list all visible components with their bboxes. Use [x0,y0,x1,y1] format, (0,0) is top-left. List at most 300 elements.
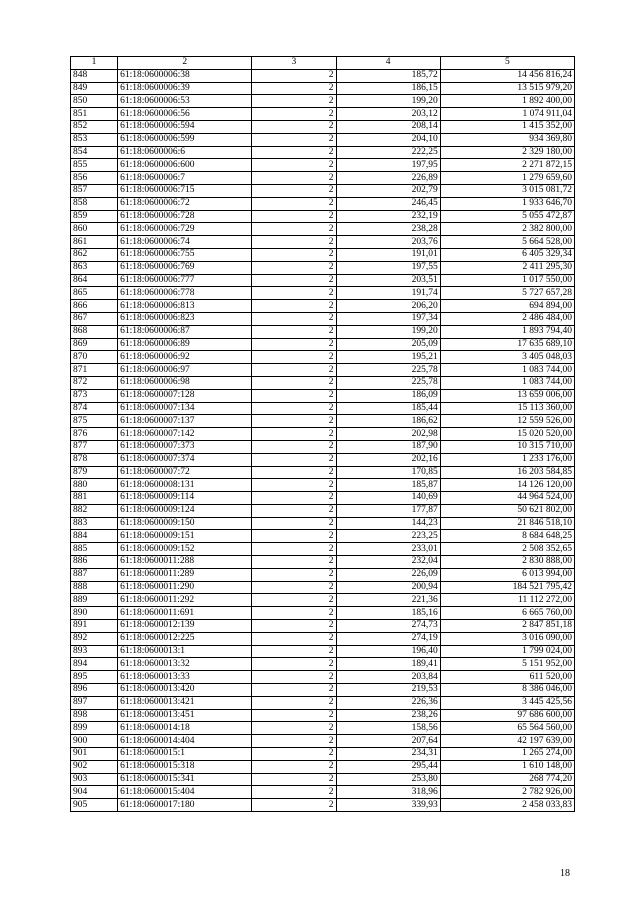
value-cell: 5 055 472,87 [440,210,574,223]
area-cell: 203,12 [336,108,440,121]
value-cell: 2 830 888,00 [440,556,574,569]
table-row [71,351,575,364]
row-number-cell: 903 [71,773,118,786]
cadastral-number-cell: 61:18:0600007:142 [118,428,252,441]
value-cell: 1 017 550,00 [440,274,574,287]
area-cell: 186,09 [336,389,440,402]
area-cell: 203,84 [336,671,440,684]
category-cell: 2 [252,300,336,313]
area-cell: 204,10 [336,133,440,146]
table-row [71,466,575,479]
cadastral-number-cell: 61:18:0600015:1 [118,748,252,761]
category-cell: 2 [252,95,336,108]
cadastral-number-cell: 61:18:0600006:769 [118,261,252,274]
category-cell: 2 [252,312,336,325]
cadastral-number-cell: 61:18:0600006:6 [118,146,252,159]
category-cell: 2 [252,722,336,735]
category-cell: 2 [252,799,336,812]
row-number-cell: 905 [71,799,118,812]
row-number-cell: 902 [71,760,118,773]
area-cell: 170,85 [336,466,440,479]
area-cell: 253,80 [336,773,440,786]
row-number-cell: 849 [71,82,118,95]
category-cell: 2 [252,786,336,799]
table-row [71,799,575,812]
table-row [71,722,575,735]
value-cell: 1 083 744,00 [440,364,574,377]
category-cell: 2 [252,428,336,441]
value-cell: 1 233 176,00 [440,453,574,466]
row-number-cell: 862 [71,248,118,261]
category-cell: 2 [252,287,336,300]
value-cell: 934 369,80 [440,133,574,146]
row-number-cell: 895 [71,671,118,684]
table-row [71,543,575,556]
area-cell: 199,20 [336,95,440,108]
table-row [71,197,575,210]
value-cell: 15 020 520,00 [440,428,574,441]
row-number-cell: 892 [71,632,118,645]
value-cell: 1 265 274,00 [440,748,574,761]
row-number-cell: 878 [71,453,118,466]
cadastral-number-cell: 61:18:0600014:18 [118,722,252,735]
category-cell: 2 [252,530,336,543]
category-cell: 2 [252,210,336,223]
category-cell: 2 [252,274,336,287]
area-cell: 158,56 [336,722,440,735]
value-cell: 2 486 484,00 [440,312,574,325]
table-row [71,671,575,684]
table-row [71,172,575,185]
row-number-cell: 870 [71,351,118,364]
table-row [71,786,575,799]
area-cell: 295,44 [336,760,440,773]
value-cell: 17 635 689,10 [440,338,574,351]
row-number-cell: 880 [71,479,118,492]
value-cell: 2 782 926,00 [440,786,574,799]
value-cell: 2 847 851,18 [440,620,574,633]
value-cell: 611 520,00 [440,671,574,684]
area-cell: 202,98 [336,428,440,441]
table-row [71,108,575,121]
table-row [71,556,575,569]
value-cell: 694 894,00 [440,300,574,313]
area-cell: 185,44 [336,402,440,415]
row-number-cell: 882 [71,504,118,517]
table-row [71,159,575,172]
row-number-cell: 873 [71,389,118,402]
value-cell: 1 892 400,00 [440,95,574,108]
cadastral-number-cell: 61:18:0600006:599 [118,133,252,146]
value-cell: 1 415 352,00 [440,120,574,133]
category-cell: 2 [252,159,336,172]
cadastral-number-cell: 61:18:0600006:755 [118,248,252,261]
row-number-cell: 887 [71,568,118,581]
row-number-cell: 877 [71,440,118,453]
category-cell: 2 [252,709,336,722]
value-cell: 184 521 795,42 [440,581,574,594]
value-cell: 2 382 800,00 [440,223,574,236]
row-number-cell: 896 [71,684,118,697]
table-row [71,709,575,722]
category-cell: 2 [252,82,336,95]
cadastral-number-cell: 61:18:0600006:92 [118,351,252,364]
cadastral-number-cell: 61:18:0600006:74 [118,236,252,249]
category-cell: 2 [252,632,336,645]
cadastral-number-cell: 61:18:0600011:290 [118,581,252,594]
value-cell: 3 405 048,03 [440,351,574,364]
area-cell: 219,53 [336,684,440,697]
value-cell: 1 279 659,60 [440,172,574,185]
area-cell: 185,16 [336,607,440,620]
cadastral-number-cell: 61:18:0600013:420 [118,684,252,697]
table-row [71,479,575,492]
cadastral-number-cell: 61:18:0600013:421 [118,696,252,709]
area-cell: 202,79 [336,184,440,197]
value-cell: 6 013 994,00 [440,568,574,581]
row-number-cell: 874 [71,402,118,415]
area-cell: 195,21 [336,351,440,364]
category-cell: 2 [252,479,336,492]
area-cell: 196,40 [336,645,440,658]
row-number-cell: 865 [71,287,118,300]
area-cell: 339,93 [336,799,440,812]
table-row [71,261,575,274]
row-number-cell: 863 [71,261,118,274]
column-header-3: 3 [252,57,336,70]
table-body [71,69,575,811]
table-row [71,735,575,748]
row-number-cell: 898 [71,709,118,722]
area-cell: 186,15 [336,82,440,95]
row-number-cell: 857 [71,184,118,197]
value-cell: 21 846 518,10 [440,517,574,530]
area-cell: 226,09 [336,568,440,581]
table-row [71,658,575,671]
cadastral-number-cell: 61:18:0600011:289 [118,568,252,581]
value-cell: 11 112 272,00 [440,594,574,607]
table-row [71,594,575,607]
value-cell: 12 559 526,00 [440,415,574,428]
area-cell: 199,20 [336,325,440,338]
category-cell: 2 [252,543,336,556]
area-cell: 200,94 [336,581,440,594]
area-cell: 238,26 [336,709,440,722]
category-cell: 2 [252,658,336,671]
category-cell: 2 [252,696,336,709]
cadastral-number-cell: 61:18:0600012:225 [118,632,252,645]
category-cell: 2 [252,504,336,517]
table-row [71,95,575,108]
row-number-cell: 848 [71,69,118,82]
cadastral-number-cell: 61:18:0600007:137 [118,415,252,428]
table-row [71,696,575,709]
area-cell: 234,31 [336,748,440,761]
row-number-cell: 854 [71,146,118,159]
row-number-cell: 869 [71,338,118,351]
area-cell: 318,96 [336,786,440,799]
value-cell: 44 964 524,00 [440,492,574,505]
area-cell: 226,89 [336,172,440,185]
value-cell: 8 386 046,00 [440,684,574,697]
category-cell: 2 [252,440,336,453]
table-row [71,69,575,82]
row-number-cell: 899 [71,722,118,735]
table-row [71,530,575,543]
value-cell: 2 271 872,15 [440,159,574,172]
area-cell: 177,87 [336,504,440,517]
category-cell: 2 [252,645,336,658]
category-cell: 2 [252,69,336,82]
cadastral-number-cell: 61:18:0600006:594 [118,120,252,133]
table-row [71,325,575,338]
row-number-cell: 850 [71,95,118,108]
area-cell: 205,09 [336,338,440,351]
table-row [71,338,575,351]
row-number-cell: 855 [71,159,118,172]
value-cell: 13 659 006,00 [440,389,574,402]
cadastral-number-cell: 61:18:0600012:139 [118,620,252,633]
category-cell: 2 [252,172,336,185]
cadastral-number-cell: 61:18:0600015:341 [118,773,252,786]
area-cell: 203,51 [336,274,440,287]
row-number-cell: 861 [71,236,118,249]
row-number-cell: 900 [71,735,118,748]
table-row [71,184,575,197]
value-cell: 6 405 329,34 [440,248,574,261]
value-cell: 5 664 528,00 [440,236,574,249]
cadastral-number-cell: 61:18:0600006:56 [118,108,252,121]
category-cell: 2 [252,620,336,633]
row-number-cell: 893 [71,645,118,658]
area-cell: 221,36 [336,594,440,607]
area-cell: 225,78 [336,364,440,377]
cadastral-number-cell: 61:18:0600015:318 [118,760,252,773]
area-cell: 202,16 [336,453,440,466]
table-row [71,748,575,761]
table-row [71,274,575,287]
table-row [71,389,575,402]
value-cell: 42 197 639,00 [440,735,574,748]
cadastral-number-cell: 61:18:0600006:38 [118,69,252,82]
cadastral-number-cell: 61:18:0600007:374 [118,453,252,466]
area-cell: 186,62 [336,415,440,428]
cadastral-number-cell: 61:18:0600007:128 [118,389,252,402]
row-number-cell: 875 [71,415,118,428]
area-cell: 225,78 [336,376,440,389]
category-cell: 2 [252,607,336,620]
row-number-cell: 867 [71,312,118,325]
cadastral-number-cell: 61:18:0600006:87 [118,325,252,338]
cadastral-value-table [70,56,575,812]
table-row [71,415,575,428]
table-row [71,146,575,159]
value-cell: 1 610 148,00 [440,760,574,773]
area-cell: 232,19 [336,210,440,223]
area-cell: 274,73 [336,620,440,633]
area-cell: 189,41 [336,658,440,671]
table-row [71,402,575,415]
category-cell: 2 [252,364,336,377]
cadastral-number-cell: 61:18:0600007:373 [118,440,252,453]
row-number-cell: 890 [71,607,118,620]
area-cell: 197,55 [336,261,440,274]
table-row [71,312,575,325]
value-cell: 97 686 600,00 [440,709,574,722]
table-row [71,82,575,95]
row-number-cell: 901 [71,748,118,761]
table-row [71,773,575,786]
table-row [71,287,575,300]
row-number-cell: 871 [71,364,118,377]
category-cell: 2 [252,389,336,402]
column-header-1: 1 [71,57,118,70]
cadastral-number-cell: 61:18:0600006:7 [118,172,252,185]
table-row [71,684,575,697]
row-number-cell: 879 [71,466,118,479]
value-cell: 10 315 710,00 [440,440,574,453]
row-number-cell: 856 [71,172,118,185]
column-header-5: 5 [440,57,574,70]
category-cell: 2 [252,581,336,594]
cadastral-number-cell: 61:18:0600006:729 [118,223,252,236]
value-cell: 50 621 802,00 [440,504,574,517]
table-row [71,504,575,517]
area-cell: 208,14 [336,120,440,133]
cadastral-number-cell: 61:18:0600006:39 [118,82,252,95]
area-cell: 223,25 [336,530,440,543]
table-row [71,492,575,505]
table-row [71,133,575,146]
row-number-cell: 884 [71,530,118,543]
cadastral-number-cell: 61:18:0600006:53 [118,95,252,108]
value-cell: 3 015 081,72 [440,184,574,197]
row-number-cell: 894 [71,658,118,671]
area-cell: 203,76 [336,236,440,249]
category-cell: 2 [252,184,336,197]
row-number-cell: 858 [71,197,118,210]
table-row [71,568,575,581]
category-cell: 2 [252,453,336,466]
area-cell: 206,20 [336,300,440,313]
category-cell: 2 [252,120,336,133]
row-number-cell: 859 [71,210,118,223]
cadastral-number-cell: 61:18:0600015:404 [118,786,252,799]
column-header-2: 2 [118,57,252,70]
value-cell: 14 456 816,24 [440,69,574,82]
table-row [71,632,575,645]
cadastral-number-cell: 61:18:0600006:813 [118,300,252,313]
category-cell: 2 [252,197,336,210]
value-cell: 13 515 979,20 [440,82,574,95]
table-row [71,453,575,466]
category-cell: 2 [252,684,336,697]
cadastral-number-cell: 61:18:0600007:72 [118,466,252,479]
table-row [71,210,575,223]
row-number-cell: 881 [71,492,118,505]
value-cell: 1 074 911,04 [440,108,574,121]
table-row [71,620,575,633]
cadastral-number-cell: 61:18:0600009:151 [118,530,252,543]
table-row [71,236,575,249]
category-cell: 2 [252,492,336,505]
cadastral-number-cell: 61:18:0600008:131 [118,479,252,492]
cadastral-number-cell: 61:18:0600006:715 [118,184,252,197]
category-cell: 2 [252,338,336,351]
category-cell: 2 [252,133,336,146]
area-cell: 238,28 [336,223,440,236]
value-cell: 1 799 024,00 [440,645,574,658]
value-cell: 1 083 744,00 [440,376,574,389]
area-cell: 246,45 [336,197,440,210]
row-number-cell: 851 [71,108,118,121]
area-cell: 226,36 [336,696,440,709]
table-row [71,517,575,530]
category-cell: 2 [252,261,336,274]
category-cell: 2 [252,415,336,428]
category-cell: 2 [252,248,336,261]
area-cell: 197,95 [336,159,440,172]
value-cell: 268 774,20 [440,773,574,786]
area-cell: 185,87 [336,479,440,492]
cadastral-number-cell: 61:18:0600006:778 [118,287,252,300]
cadastral-number-cell: 61:18:0600006:89 [118,338,252,351]
table-row [71,760,575,773]
category-cell: 2 [252,146,336,159]
value-cell: 5 727 657,28 [440,287,574,300]
cadastral-number-cell: 61:18:0600013:32 [118,658,252,671]
area-cell: 144,23 [336,517,440,530]
cadastral-number-cell: 61:18:0600017:180 [118,799,252,812]
row-number-cell: 868 [71,325,118,338]
category-cell: 2 [252,748,336,761]
category-cell: 2 [252,325,336,338]
cadastral-number-cell: 61:18:0600006:600 [118,159,252,172]
row-number-cell: 866 [71,300,118,313]
row-number-cell: 876 [71,428,118,441]
area-cell: 232,04 [336,556,440,569]
table-row [71,440,575,453]
row-number-cell: 864 [71,274,118,287]
cadastral-number-cell: 61:18:0600013:1 [118,645,252,658]
cadastral-number-cell: 61:18:0600011:292 [118,594,252,607]
category-cell: 2 [252,594,336,607]
cadastral-number-cell: 61:18:0600007:134 [118,402,252,415]
value-cell: 6 665 760,00 [440,607,574,620]
page-number: 18 [560,868,570,879]
area-cell: 197,34 [336,312,440,325]
category-cell: 2 [252,735,336,748]
area-cell: 207,64 [336,735,440,748]
table-row [71,376,575,389]
cadastral-number-cell: 61:18:0600013:33 [118,671,252,684]
area-cell: 185,72 [336,69,440,82]
area-cell: 187,90 [336,440,440,453]
value-cell: 8 684 648,25 [440,530,574,543]
cadastral-number-cell: 61:18:0600006:777 [118,274,252,287]
cadastral-number-cell: 61:18:0600009:124 [118,504,252,517]
row-number-cell: 886 [71,556,118,569]
row-number-cell: 853 [71,133,118,146]
cadastral-number-cell: 61:18:0600006:98 [118,376,252,389]
table-row [71,300,575,313]
area-cell: 191,74 [336,287,440,300]
table-row [71,428,575,441]
category-cell: 2 [252,671,336,684]
cadastral-number-cell: 61:18:0600006:728 [118,210,252,223]
value-cell: 2 458 033,83 [440,799,574,812]
value-cell: 1 933 646,70 [440,197,574,210]
